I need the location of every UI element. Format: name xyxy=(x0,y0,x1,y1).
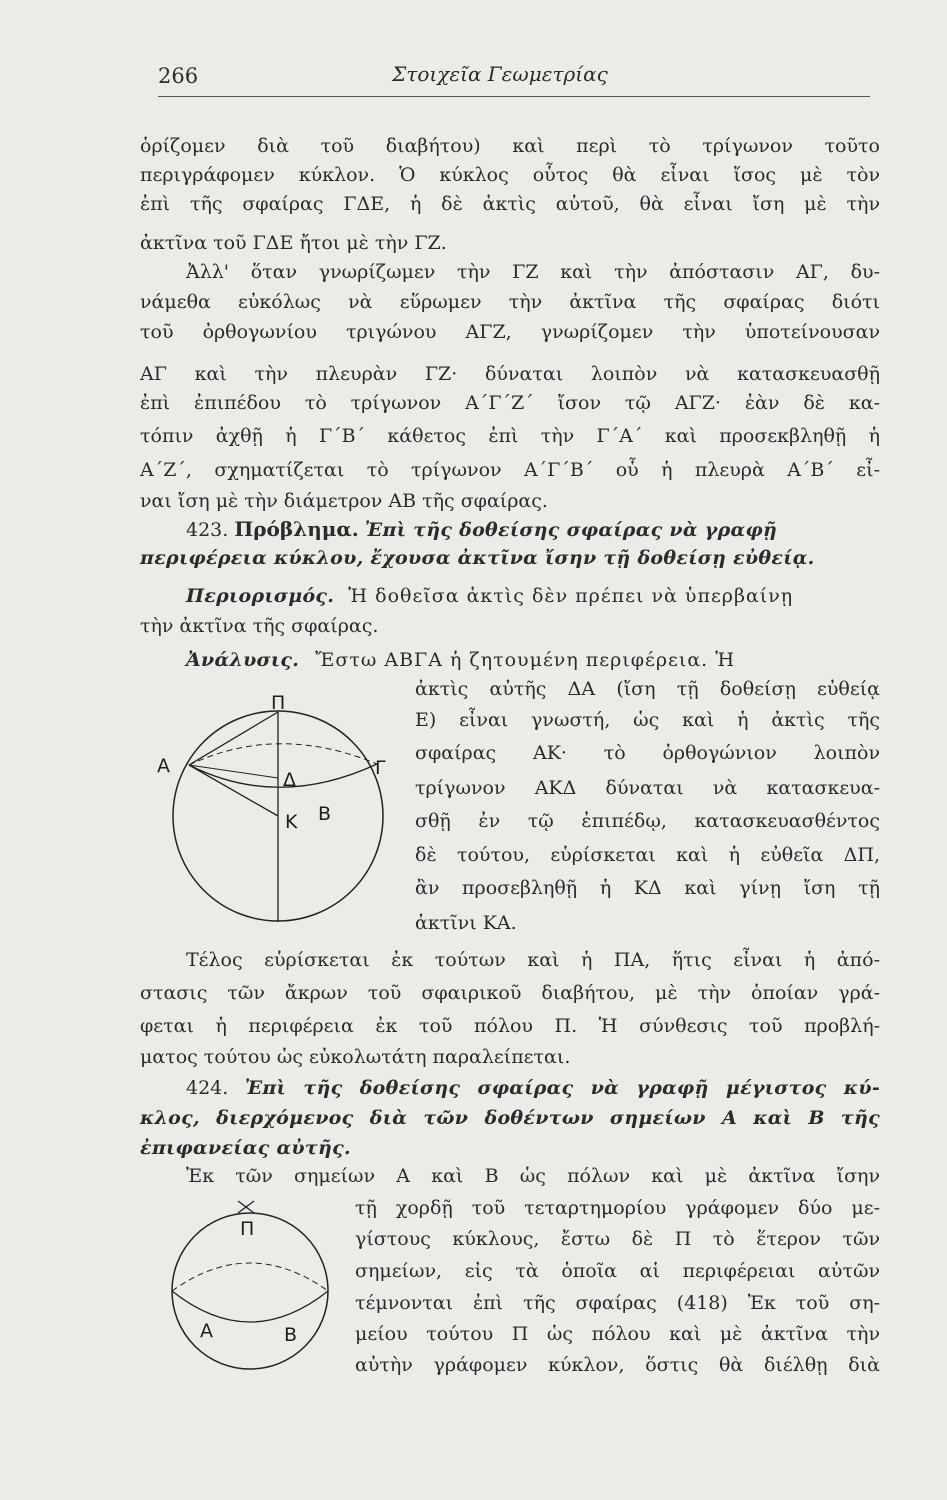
problem-statement-cont: περιφέρεια κύκλου, ἔχουσα ἀκτῖνα ἴσην τῇ δοθείσῃ εὐθείᾳ. xyxy=(140,547,815,569)
limit-label: Περιορισμός. xyxy=(186,585,335,607)
problem-statement: Ἐπὶ τῆς δοθείσης σφαίρας νὰ γραφῇ μέγιστος κύ- xyxy=(244,1077,880,1099)
text-line: σημείων, εἰς τὰ ὁποῖα αἱ περιφέρειαι αὐτῶν xyxy=(355,1260,880,1282)
text-line: Ἐκ τῶν σημείων Α καὶ Β ὡς πόλων καὶ μὲ ἀκτῖνα ἴσην xyxy=(186,1165,880,1187)
limit-line xyxy=(186,584,880,608)
page-number: 266 xyxy=(158,64,199,88)
text-line: τῇ χορδῇ τοῦ τεταρτημορίου γράφομεν δύο με- xyxy=(355,1197,880,1219)
label-D: Δ xyxy=(283,769,296,791)
sphere-figure-1 xyxy=(145,690,400,945)
label-B: Β xyxy=(284,1324,298,1346)
text-line: δὲ τούτου, εὑρίσκεται καὶ ἡ εὐθεῖα ΔΠ, xyxy=(415,844,880,866)
text-line: ἀκτῖνα τοῦ ΓΔΕ ἤτοι μὲ τὴν ΓΖ. xyxy=(140,232,447,254)
text-line: νάμεθα εὐκόλως νὰ εὕρωμεν τὴν ἀκτῖνα τῆς σφαίρας διότι xyxy=(140,291,880,313)
text-line: ἀκτῖνι ΚΑ. xyxy=(415,912,517,934)
text-line: τέμνονται ἐπὶ τῆς σφαίρας (418) Ἐκ τοῦ ση- xyxy=(355,1292,880,1314)
sphere-figure-2 xyxy=(160,1195,360,1380)
page-header xyxy=(130,60,870,94)
text-line: ὁρίζομεν διὰ τοῦ διαβήτου) καὶ περὶ τὸ τρίγωνον τοῦτο xyxy=(140,135,880,157)
text-line: τοῦ ὀρθογωνίου τριγώνου ΑΓΖ, γνωρίζομεν τὴν ὑποτείνουσαν xyxy=(140,321,880,343)
text-line: ἂν προσεβληθῇ ἡ ΚΔ καὶ γίνῃ ἴση τῇ xyxy=(415,877,880,899)
text-line: ναι ἴση μὲ τὴν διάμετρον ΑΒ τῆς σφαίρας. xyxy=(140,490,548,512)
label-P: Π xyxy=(271,692,286,714)
problem-423-heading xyxy=(186,517,880,542)
text-line: ματος τούτου ὡς εὐκολωτάτη παραλείπεται. xyxy=(140,1046,571,1068)
text-line: μείου τούτου Π ὡς πόλου καὶ μὲ ἀκτῖνα τὴν xyxy=(355,1323,880,1345)
text-line: στασις τῶν ἄκρων τοῦ σφαιρικοῦ διαβήτου, μὲ τὴν ὁποίαν γρά- xyxy=(140,982,880,1004)
problem-statement: Ἐπὶ τῆς δοθείσης σφαίρας νὰ γραφῇ xyxy=(364,519,778,541)
text-line: τὴν ἀκτῖνα τῆς σφαίρας. xyxy=(140,615,379,637)
text-line: ἐπὶ τῆς σφαίρας ΓΔΕ, ἡ δὲ ἀκτὶς αὐτοῦ, θὰ εἶναι ἴση μὲ τὴν xyxy=(140,193,880,215)
text-line: Ε) εἶναι γνωστή, ὡς καὶ ἡ ἀκτὶς τῆς xyxy=(415,709,880,731)
text-line: τρίγωνον ΑΚΔ δύναται νὰ κατασκευα- xyxy=(415,777,880,799)
text-line: Τέλος εὑρίσκεται ἐκ τούτων καὶ ἡ ΠΑ, ἥτις εἶναι ἡ ἀπό- xyxy=(186,949,880,971)
text-line: Ἀλλ' ὅταν γνωρίζωμεν τὴν ΓΖ καὶ τὴν ἀπόστασιν ΑΓ, δυ- xyxy=(186,261,880,283)
problem-number: 423. xyxy=(186,519,229,541)
analysis-text: Ἔστω ΑΒΓΑ ἡ ζητουμένη περιφέρεια. Ἡ xyxy=(315,649,736,671)
problem-word: Πρόβλημα. xyxy=(234,517,359,541)
label-K: Κ xyxy=(285,811,298,833)
header-rule xyxy=(158,96,870,97)
text-line: τόπιν ἀχθῇ ἡ Γ΄Β΄ κάθετος ἐπὶ τὴν Γ΄Α΄ καὶ προσεκβληθῇ ἡ xyxy=(140,425,880,447)
problem-statement-cont: ἐπιφανείας αὐτῆς. xyxy=(140,1137,351,1159)
text-line: σφαίρας ΑΚ· τὸ ὀρθογώνιον λοιπὸν xyxy=(415,742,880,764)
label-G: Γ xyxy=(375,757,386,779)
text-line: φεται ἡ περιφέρεια ἐκ τοῦ πόλου Π. Ἡ σύνθεσις τοῦ προβλή- xyxy=(140,1015,880,1037)
text-line: αὐτὴν γράφομεν κύκλον, ὅστις θὰ διέλθῃ διὰ xyxy=(355,1354,880,1376)
text-line: περιγράφομεν κύκλον. Ὁ κύκλος οὗτος θὰ εἶναι ἴσος μὲ τὸν xyxy=(140,164,880,186)
text-line: Α΄Ζ΄, σχηματίζεται τὸ τρίγωνον Α΄Γ΄Β΄ οὗ ἡ πλευρὰ Α΄Β΄ εἶ- xyxy=(140,459,880,481)
label-A: Α xyxy=(157,755,170,777)
text-line: γίστους κύκλους, ἔστω δὲ Π τὸ ἕτερον τῶν xyxy=(355,1228,880,1250)
text-line: σθῇ ἐν τῷ ἐπιπέδῳ, κατασκευασθέντος xyxy=(415,810,880,832)
label-B: Β xyxy=(318,803,332,825)
limit-text: Ἡ δοθεῖσα ἀκτὶς δὲν πρέπει νὰ ὑπερβαίνῃ xyxy=(348,585,794,607)
analysis-line xyxy=(186,648,880,672)
label-A: Α xyxy=(200,1320,213,1342)
running-title: Στοιχεῖα Γεωμετρίας xyxy=(392,62,608,86)
problem-424-heading xyxy=(186,1076,880,1100)
label-P: Π xyxy=(240,1218,255,1240)
analysis-label: Ἀνάλυσις. xyxy=(186,649,300,671)
problem-number: 424. xyxy=(186,1077,229,1099)
text-line: ἀκτὶς αὐτῆς ΔΑ (ἴση τῇ δοθείσῃ εὐθείᾳ xyxy=(415,678,880,700)
text-line: ἐπὶ ἐπιπέδου τὸ τρίγωνον Α΄Γ΄Ζ΄ ἴσον τῷ ΑΓΖ· ἐὰν δὲ κα- xyxy=(140,392,880,414)
problem-statement-cont: κλος, διερχόμενος διὰ τῶν δοθέντων σημείων Α καὶ Β τῆς xyxy=(140,1107,880,1129)
text-line: ΑΓ καὶ τὴν πλευρὰν ΓΖ· δύναται λοιπὸν νὰ κατασκευασθῇ xyxy=(140,363,880,385)
